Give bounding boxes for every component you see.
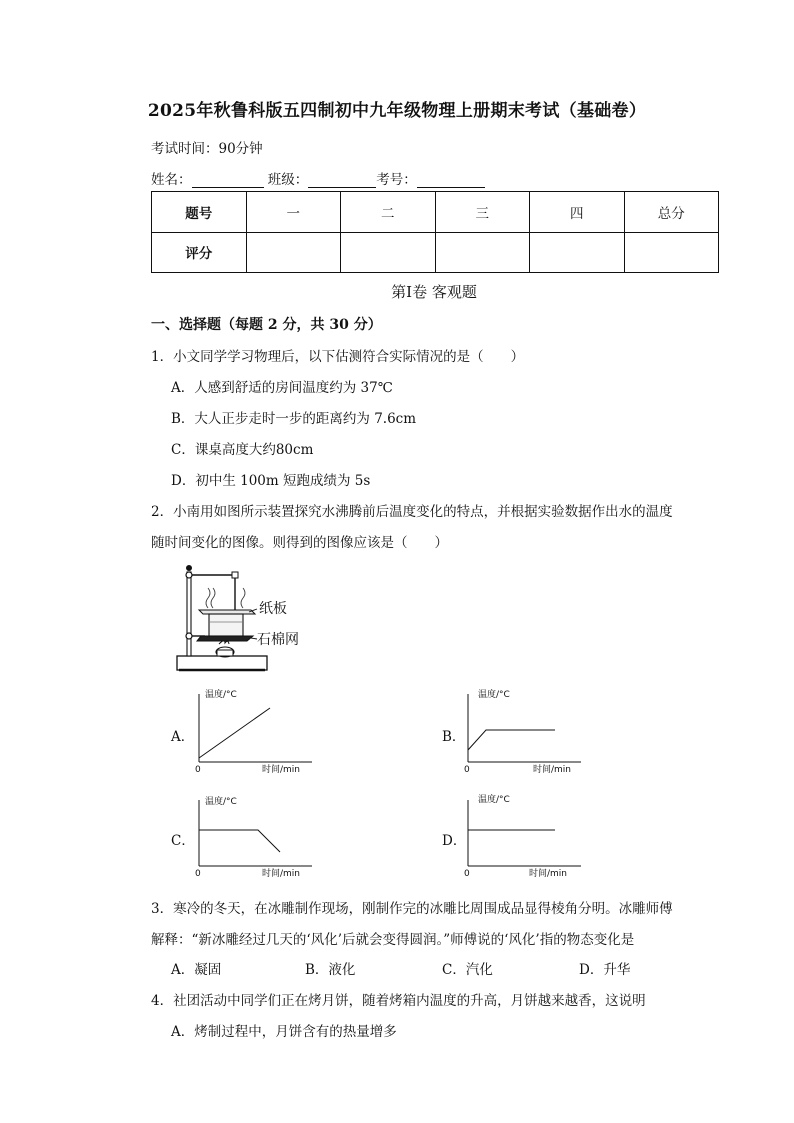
score-table-score-row [152,232,719,273]
score-table-cell: 二 [341,192,436,233]
asbestos-mesh-label: 石棉网 [257,632,299,648]
graph-y-label: 温度/°C [478,690,510,700]
question-3-stem-line1: 3．寒冷的冬天，在冰雕制作现场，刚制作完的冰雕比周围成品显得棱角分明。冰雕师傅 [151,901,673,917]
question-2-stem-line2: 随时间变化的图像。则得到的图像应该是（ ） [151,535,448,551]
score-table [151,191,719,273]
question-1-option-c[interactable]: C．课桌高度大约80cm [171,442,314,458]
name-blank[interactable] [192,173,264,188]
score-table-cell: 三 [435,192,530,233]
graph-y-label: 温度/°C [478,795,510,805]
section-heading: 一、选择题（每题 2 分，共 30 分） [151,317,382,333]
cardboard-label: 纸板 [259,601,287,617]
question-3-option-a[interactable]: A．凝固 [171,962,222,978]
graph-x-label: 时间/min [529,869,568,879]
graph-origin-label: 0 [464,765,470,775]
question-1-option-d[interactable]: D．初中生 100m 短跑成绩为 5s [171,473,371,489]
score-input-cell[interactable] [530,232,625,273]
class-label: 班级： [267,172,309,188]
score-table-header-row [152,192,719,233]
question-3-stem-line2: 解释：“新冰雕经过几天的‘风化’后就会变得圆润。”师傅说的‘风化’指的物态变化是 [151,932,635,948]
name-label: 姓名： [151,172,192,188]
exam-no-label: 考号： [376,172,417,188]
graph-b[interactable] [457,686,587,778]
exam-time: 考试时间：90分钟 [151,141,263,157]
graph-x-label: 时间/min [262,869,301,879]
graph-x-label: 时间/min [262,765,301,775]
score-input-cell[interactable] [341,232,436,273]
question-2-option-a[interactable]: A． [171,729,195,745]
score-input-cell[interactable] [246,232,341,273]
graph-x-label: 时间/min [533,765,572,775]
question-2-option-c[interactable]: C． [171,833,195,849]
question-4-option-a[interactable]: A．烤制过程中，月饼含有的热量增多 [171,1024,397,1040]
question-3-option-b[interactable]: B．液化 [305,962,356,978]
student-info-line [151,168,485,188]
question-3-option-d[interactable]: D．升华 [579,962,631,978]
boiling-apparatus-figure [175,560,320,678]
question-1-option-a[interactable]: A．人感到舒适的房间温度约为 37℃ [171,380,393,396]
graph-origin-label: 0 [464,869,470,879]
question-3-option-c[interactable]: C．汽化 [442,962,493,978]
question-2-option-b[interactable]: B． [442,729,466,745]
score-input-cell[interactable] [624,232,719,273]
graph-y-label: 温度/°C [205,797,237,807]
score-input-cell[interactable] [435,232,530,273]
score-table-cell: 一 [246,192,341,233]
score-table-cell: 四 [530,192,625,233]
class-blank[interactable] [308,173,376,188]
graph-origin-label: 0 [195,765,201,775]
part-title: 第Ⅰ卷 客观题 [391,283,477,301]
graph-d[interactable] [457,792,587,884]
exam-no-blank[interactable] [417,173,485,188]
score-table-cell: 总分 [624,192,719,233]
score-table-cell: 题号 [152,192,247,233]
question-1-option-b[interactable]: B．大人正步走时一步的距离约为 7.6cm [171,411,417,427]
question-1-stem: 1．小文同学学习物理后，以下估测符合实际情况的是（ ） [151,349,525,365]
graph-y-label: 温度/°C [205,690,237,700]
graph-a[interactable] [188,686,318,778]
question-2-option-d[interactable]: D． [442,833,467,849]
question-4-stem: 4．社团活动中同学们正在烤月饼，随着烤箱内温度的升高，月饼越来越香，这说明 [151,993,646,1009]
score-row-label: 评分 [152,232,247,273]
graph-origin-label: 0 [195,869,201,879]
exam-title: 2025年秋鲁科版五四制初中九年级物理上册期末考试（基础卷） [147,101,647,121]
question-2-stem-line1: 2．小南用如图所示装置探究水沸腾前后温度变化的特点，并根据实验数据作出水的温度 [151,504,673,520]
graph-c[interactable] [188,792,318,884]
